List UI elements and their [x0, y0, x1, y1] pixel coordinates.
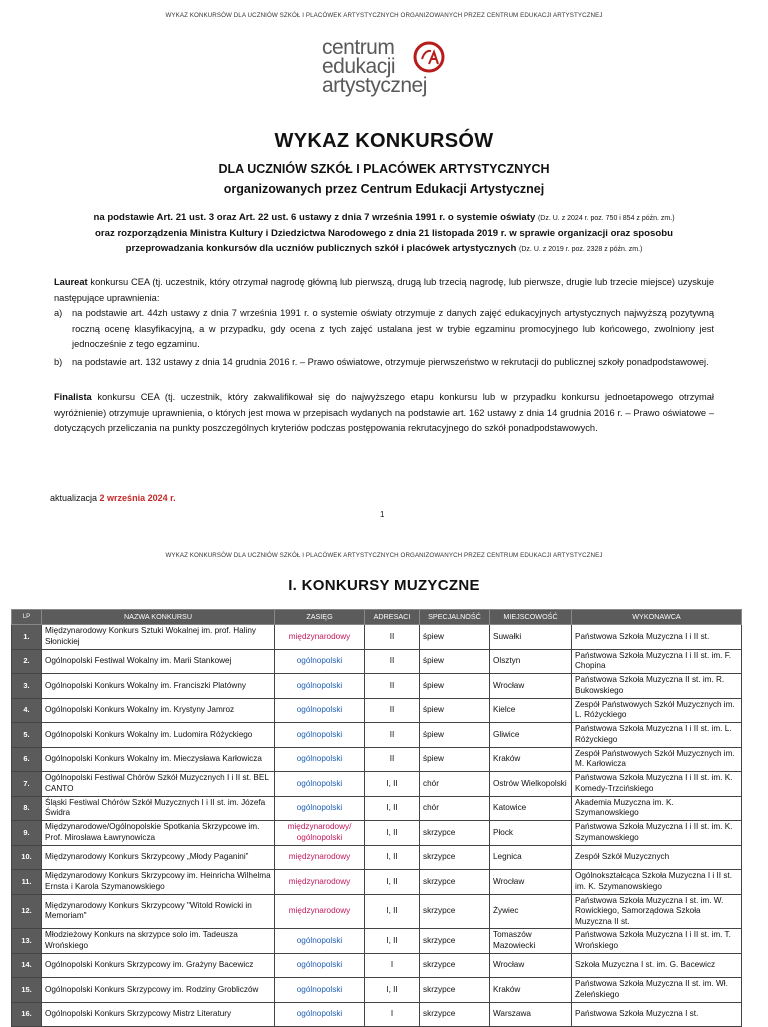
competition-audience: I [365, 953, 420, 978]
row-number: 6. [12, 747, 42, 772]
competition-audience: I, II [365, 821, 420, 846]
competition-scope: ogólnopolski [275, 723, 365, 748]
header-specjalnosc: SPECJALNOŚĆ [420, 610, 490, 625]
competition-location: Legnica [490, 845, 572, 870]
competition-organizer: Państwowa Szkoła Muzyczna I i II st. im. K. Szymanowskiego [572, 821, 742, 846]
list-item [54, 355, 714, 371]
row-number: 9. [12, 821, 42, 846]
competition-specialty: chór [420, 772, 490, 797]
header-nazwa: NAZWA KONKURSU [42, 610, 275, 625]
competition-organizer: Państwowa Szkoła Muzyczna I i II st. im. K. Komedy-Trzcińskiego [572, 772, 742, 797]
competition-name: Ogólnopolski Festiwal Wokalny im. Marii Stankowej [42, 649, 275, 674]
laureat-text: konkursu CEA (tj. uczestnik, który otrzymał nagrodę główną lub pierwszą, drugą lub trzecią nagrodę, lub pierwsze, drugie lub trzecie miejsce) uzyskuje następujące uprawnienia: [54, 277, 714, 303]
competition-organizer: Państwowa Szkoła Muzyczna I st. [572, 1002, 742, 1027]
row-number: 16. [12, 1002, 42, 1027]
competition-audience: II [365, 698, 420, 723]
document-title: WYKAZ KONKURSÓW [274, 130, 494, 152]
competition-scope: międzynarodowy [275, 845, 365, 870]
competition-organizer: Ogólnokształcąca Szkoła Muzyczna I i II st. im. K. Szymanowskiego [572, 870, 742, 895]
competition-organizer: Państwowa Szkoła Muzyczna II st. im. Wł. Żeleńskiego [572, 978, 742, 1003]
competition-location: Kraków [490, 978, 572, 1003]
list-marker: b) [54, 356, 63, 367]
update-date: 2 września 2024 r. [99, 493, 176, 503]
basis-line-1: na podstawie Art. 21 ust. 3 oraz Art. 22 ust. 6 ustawy z dnia 7 września 1991 r. o systemie oświaty [93, 212, 536, 223]
competition-location: Wrocław [490, 870, 572, 895]
competition-specialty: skrzypce [420, 978, 490, 1003]
table-row [12, 953, 742, 978]
competition-name: Ogólnopolski Festiwal Chórów Szkół Muzycznych I i II st. BEL CANTO [42, 772, 275, 797]
page-number: 1 [380, 510, 385, 519]
competition-scope: ogólnopolski [275, 953, 365, 978]
competition-specialty: śpiew [420, 698, 490, 723]
competitions-table [11, 609, 742, 1027]
competition-location: Warszawa [490, 1002, 572, 1027]
competition-scope: ogólnopolski [275, 978, 365, 1003]
finalista-text: konkursu CEA (tj. uczestnik, który zakwalifikował się do najwyższego etapu konkursu lub w przypadku konkursu jednoetapowego otrzymał wyróżnienie) otrzymuje uprawnienia, o których jest mowa w przepisach wydanych na podstawie art. 162 ustawy z dnia 14 grudnia 2016 r. – Prawo oświatowe – dotyczących przeliczania na punkty poszczególnych kryteriów podczas postępowania rekrutacyjnego do szkół ponadpodstawowych. [54, 392, 714, 433]
row-number: 14. [12, 953, 42, 978]
competition-name: Międzynarodowy Konkurs Skrzypcowy „Młody Paganini” [42, 845, 275, 870]
row-number: 10. [12, 845, 42, 870]
header-wykonawca: WYKONAWCA [572, 610, 742, 625]
competition-name: Młodzieżowy Konkurs na skrzypce solo im. Tadeusza Wrońskiego [42, 929, 275, 954]
laureat-paragraph [54, 275, 714, 306]
competition-organizer: Akademia Muzyczna im. K. Szymanowskiego [572, 796, 742, 821]
competition-name: Ogólnopolski Konkurs Skrzypcowy im. Grażyny Bacewicz [42, 953, 275, 978]
competition-name: Ogólnopolski Konkurs Wokalny im. Mieczysława Karłowicza [42, 747, 275, 772]
competition-scope: międzynarodowy [275, 894, 365, 929]
row-number: 3. [12, 674, 42, 699]
competition-audience: II [365, 674, 420, 699]
logo-line-3: artystycznej [322, 74, 427, 97]
competition-scope: ogólnopolski [275, 929, 365, 954]
row-number: 5. [12, 723, 42, 748]
row-number: 12. [12, 894, 42, 929]
competition-organizer: Państwowa Szkoła Muzyczna II st. im. R. Bukowskiego [572, 674, 742, 699]
competition-organizer: Państwowa Szkoła Muzyczna I i II st. im. F. Chopina [572, 649, 742, 674]
competition-location: Wrocław [490, 674, 572, 699]
table-row [12, 649, 742, 674]
competition-location: Wrocław [490, 953, 572, 978]
laureat-label: Laureat [54, 277, 88, 287]
competition-location: Ostrów Wielkopolski [490, 772, 572, 797]
row-number: 7. [12, 772, 42, 797]
competition-scope: międzynarodowy [275, 625, 365, 650]
competition-specialty: śpiew [420, 649, 490, 674]
basis-line-2: oraz rozporządzenia Ministra Kultury i Dziedzictwa Narodowego z dnia 21 listopada 2019 r. w sprawie organizacji oraz sposobu [95, 228, 673, 239]
competition-specialty: śpiew [420, 674, 490, 699]
basis-line-1-ref: (Dz. U. z 2024 r. poz. 750 i 854 z późn. zm.) [537, 215, 675, 222]
competition-audience: II [365, 723, 420, 748]
competition-specialty: skrzypce [420, 870, 490, 895]
document-subtitle-1: DLA UCZNIÓW SZKÓŁ I PLACÓWEK ARTYSTYCZNYCH [218, 162, 550, 176]
competition-organizer: Zespół Państwowych Szkół Muzycznych im. M. Karłowicza [572, 747, 742, 772]
competition-location: Płock [490, 821, 572, 846]
competition-location: Olsztyn [490, 649, 572, 674]
competition-specialty: skrzypce [420, 953, 490, 978]
competition-organizer: Państwowa Szkoła Muzyczna I i II st. im. T. Wrońskiego [572, 929, 742, 954]
cea-mark-icon [412, 40, 446, 74]
header-lp: LP [12, 610, 42, 625]
competition-specialty: skrzypce [420, 929, 490, 954]
basis-line-3-ref: (Dz. U. z 2019 r. poz. 2328 z późn. zm.) [519, 246, 643, 253]
document-subtitle-2: organizowanych przez Centrum Edukacji Artystycznej [223, 182, 545, 196]
row-number: 1. [12, 625, 42, 650]
competition-specialty: skrzypce [420, 821, 490, 846]
laureat-rights-list [54, 306, 714, 370]
competition-audience: I, II [365, 796, 420, 821]
table-row [12, 674, 742, 699]
competition-specialty: chór [420, 796, 490, 821]
table-header-row [12, 610, 742, 625]
competition-name: Międzynarodowy Konkurs Sztuki Wokalnej im. prof. Haliny Słonickiej [42, 625, 275, 650]
competition-name: Śląski Festiwal Chórów Szkół Muzycznych I i II st. im. Józefa Świdra [42, 796, 275, 821]
competition-organizer: Państwowa Szkoła Muzyczna I st. im. W. Rowickiego, Samorządowa Szkoła Muzyczna II st. [572, 894, 742, 929]
row-number: 11. [12, 870, 42, 895]
competition-audience: I, II [365, 894, 420, 929]
competition-audience: II [365, 747, 420, 772]
table-row [12, 821, 742, 846]
list-marker: a) [54, 308, 63, 318]
competition-organizer: Państwowa Szkoła Muzyczna I i II st. [572, 625, 742, 650]
table-row [12, 1002, 742, 1027]
competition-name: Ogólnopolski Konkurs Wokalny im. Krystyny Jamroz [42, 698, 275, 723]
cea-logo [322, 38, 452, 108]
competition-scope: ogólnopolski [275, 698, 365, 723]
competition-scope: ogólnopolski [275, 1002, 365, 1027]
list-item-text: na podstawie art. 132 ustawy z dnia 14 grudnia 2016 r. – Prawo oświatowe, otrzymuje pierwszeństwo w rekrutacji do publicznej szkoły ponadpodstawowej. [72, 356, 709, 367]
competition-scope: ogólnopolski [275, 649, 365, 674]
finalista-paragraph [54, 390, 714, 437]
competition-audience: I, II [365, 845, 420, 870]
competition-name: Międzynarodowe/Ogólnopolskie Spotkania Skrzypcowe im. Prof. Mirosława Ławrynowicza [42, 821, 275, 846]
list-item [54, 306, 714, 353]
competition-audience: I, II [365, 929, 420, 954]
competition-name: Ogólnopolski Konkurs Skrzypcowy Mistrz Literatury [42, 1002, 275, 1027]
table-row [12, 870, 742, 895]
competition-name: Międzynarodowy Konkurs Skrzypcowy im. Heinricha Wilhelma Ernsta i Karola Szymanowskiego [42, 870, 275, 895]
header-miejscowosc: MIEJSCOWOŚĆ [490, 610, 572, 625]
competition-name: Międzynarodowy Konkurs Skrzypcowy "Witold Rowicki in Memoriam" [42, 894, 275, 929]
competition-specialty: skrzypce [420, 845, 490, 870]
competition-location: Suwałki [490, 625, 572, 650]
competition-scope: ogólnopolski [275, 747, 365, 772]
section-title: I. KONKURSY MUZYCZNE [288, 577, 480, 594]
table-row [12, 625, 742, 650]
competition-audience: II [365, 625, 420, 650]
table-row [12, 698, 742, 723]
competition-location: Tomaszów Mazowiecki [490, 929, 572, 954]
finalista-label: Finalista [54, 392, 92, 402]
page-gap [0, 530, 768, 540]
row-number: 13. [12, 929, 42, 954]
competition-specialty: śpiew [420, 723, 490, 748]
competition-scope: ogólnopolski [275, 796, 365, 821]
table-row [12, 894, 742, 929]
table-row [12, 978, 742, 1003]
competition-organizer: Państwowa Szkoła Muzyczna I i II st. im. L. Różyckiego [572, 723, 742, 748]
competition-audience: II [365, 649, 420, 674]
competition-location: Katowice [490, 796, 572, 821]
competition-name: Ogólnopolski Konkurs Skrzypcowy im. Rodziny Grobliczów [42, 978, 275, 1003]
competition-location: Kraków [490, 747, 572, 772]
running-header-2: WYKAZ KONKURSÓW DLA UCZNIÓW SZKÓŁ I PLACÓWEK ARTYSTYCZNYCH ORGANIZOWANYCH PRZEZ CENTRUM EDUKACJI ARTYSTYCZNEJ [165, 552, 603, 559]
logo-line-1: centrum [322, 36, 395, 59]
table-row [12, 845, 742, 870]
row-number: 4. [12, 698, 42, 723]
table-row [12, 796, 742, 821]
competition-specialty: skrzypce [420, 1002, 490, 1027]
row-number: 8. [12, 796, 42, 821]
row-number: 15. [12, 978, 42, 1003]
update-label: aktualizacja [50, 493, 98, 503]
competition-location: Kielce [490, 698, 572, 723]
competition-specialty: śpiew [420, 747, 490, 772]
table-row [12, 772, 742, 797]
competition-location: Gliwice [490, 723, 572, 748]
table-row [12, 747, 742, 772]
table-row [12, 929, 742, 954]
competition-specialty: skrzypce [420, 894, 490, 929]
competition-scope: międzynarodowy/ ogólnopolski [275, 821, 365, 846]
competition-scope: międzynarodowy [275, 870, 365, 895]
table-row [12, 723, 742, 748]
competition-organizer: Zespół Szkół Muzycznych [572, 845, 742, 870]
list-item-text: na podstawie art. 44zh ustawy z dnia 7 września 1991 r. o systemie oświaty otrzymuje z danych zajęć edukacyjnych artystycznych najwyższą pozytywną roczną ocenę klasyfikacyjną, a w przypadku, gdy ocena z tych zajęć ustalana jest w trybie egzaminu promocyjnego lub końcowego, zwolniony jest jednocześnie z tego egzaminu. [72, 308, 714, 349]
competition-audience: I, II [365, 870, 420, 895]
competition-organizer: Szkoła Muzyczna I st. im. G. Bacewicz [572, 953, 742, 978]
competition-audience: I [365, 1002, 420, 1027]
header-adresaci: ADRESACI [365, 610, 420, 625]
legal-basis [40, 210, 728, 257]
update-note [50, 493, 176, 503]
competition-audience: I, II [365, 978, 420, 1003]
competition-specialty: śpiew [420, 625, 490, 650]
competition-audience: I, II [365, 772, 420, 797]
competition-name: Ogólnopolski Konkurs Wokalny im. Franciszki Platówny [42, 674, 275, 699]
competition-scope: ogólnopolski [275, 674, 365, 699]
running-header: WYKAZ KONKURSÓW DLA UCZNIÓW SZKÓŁ I PLACÓWEK ARTYSTYCZNYCH ORGANIZOWANYCH PRZEZ CENTRUM EDUKACJI ARTYSTYCZNEJ [165, 12, 603, 19]
competition-organizer: Zespół Państwowych Szkół Muzycznych im. L. Różyckiego [572, 698, 742, 723]
competition-name: Ogólnopolski Konkurs Wokalny im. Ludomira Różyckiego [42, 723, 275, 748]
competition-scope: ogólnopolski [275, 772, 365, 797]
logo-line-2: edukacji [322, 55, 396, 78]
row-number: 2. [12, 649, 42, 674]
competition-location: Żywiec [490, 894, 572, 929]
basis-line-3: przeprowadzania konkursów dla uczniów publicznych szkół i placówek artystycznych [125, 243, 517, 254]
header-zasieg: ZASIĘG [275, 610, 365, 625]
